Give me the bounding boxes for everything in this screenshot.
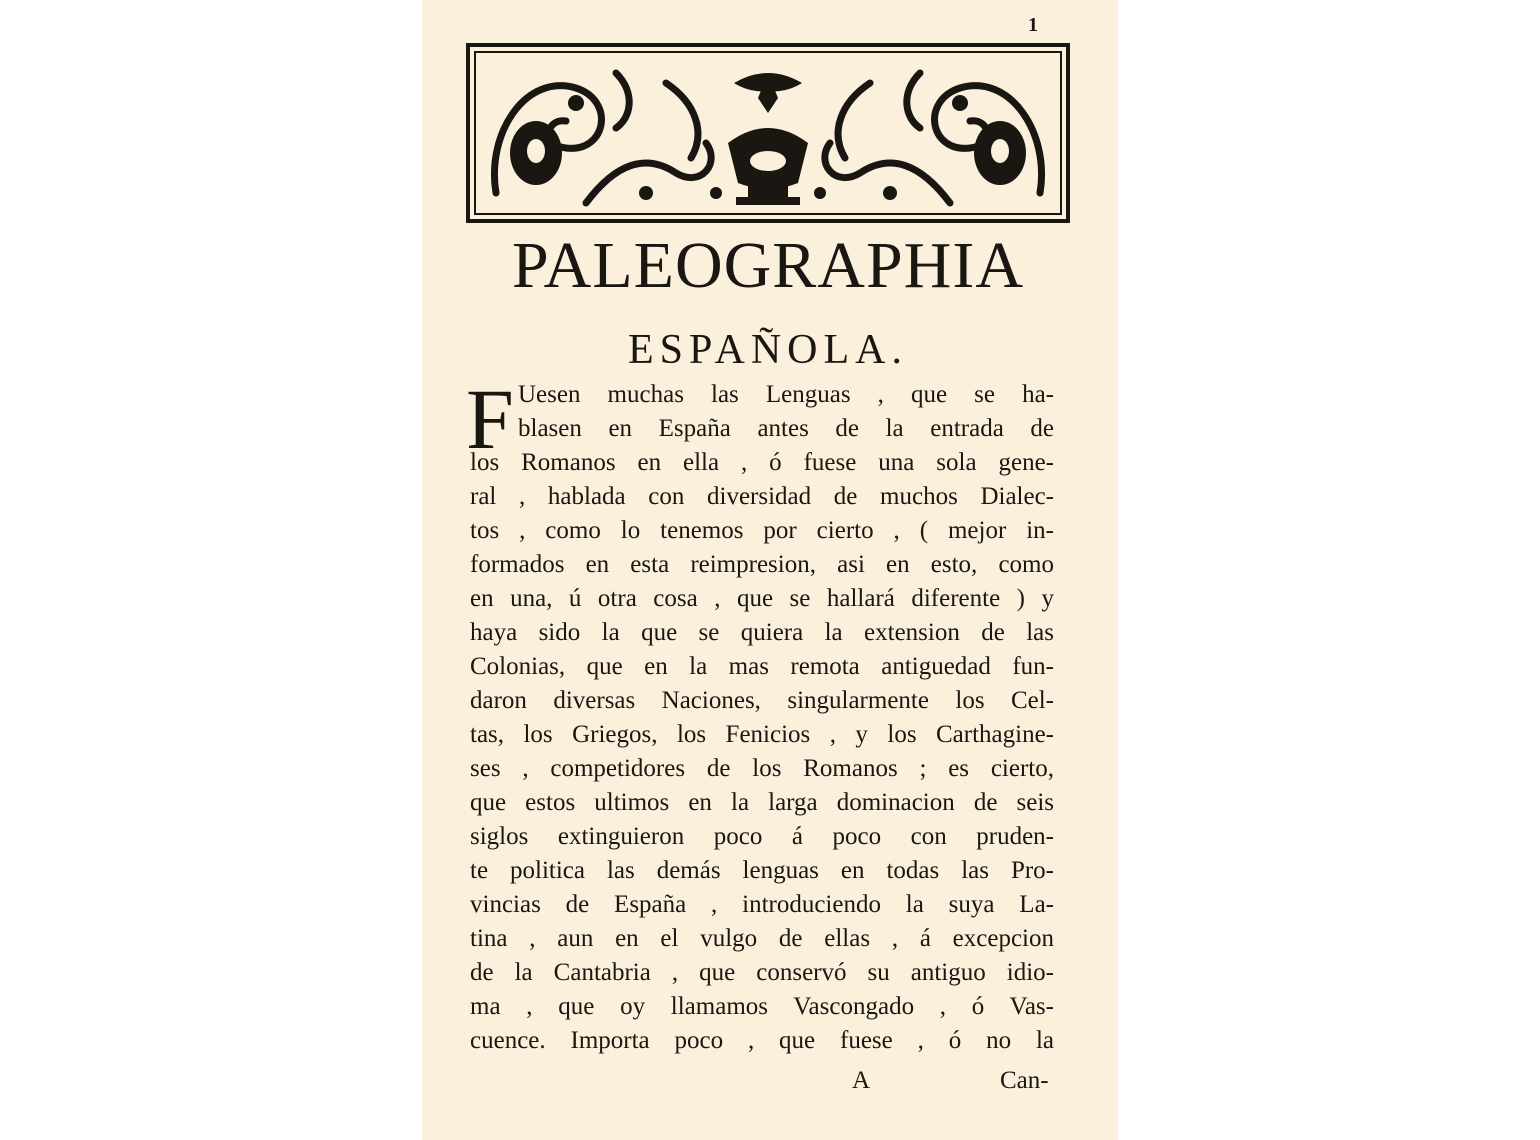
text-line: daron diversas Naciones, singularmente los Cel-	[470, 687, 1054, 714]
text-line: en una, ú otra cosa , que se hallará diferente ) y	[470, 585, 1054, 612]
text-line: blasen en España antes de la entrada de	[518, 415, 1054, 442]
signature-mark: A	[852, 1067, 871, 1094]
ornamental-headpiece	[466, 43, 1070, 223]
text-line: siglos extinguieron poco á poco con pruden-	[470, 823, 1054, 850]
text-line: de la Cantabria , que conservó su antiguo idio-	[470, 959, 1054, 986]
text-line: haya sido la que se quiera la extension de las	[470, 619, 1054, 646]
page-subtitle: ESPAÑOLA.	[628, 327, 908, 373]
book-page	[422, 0, 1118, 1140]
text-line: Colonias, que en la mas remota antiguedad fun-	[470, 653, 1054, 680]
catchword: Can-	[1000, 1067, 1049, 1094]
drop-cap: F	[466, 371, 514, 467]
text-line: cuence. Importa poco , que fuese , ó no la	[470, 1027, 1054, 1054]
text-line: los Romanos en ella , ó fuese una sola gene-	[470, 449, 1054, 476]
text-line: vincias de España , introduciendo la suya La-	[470, 891, 1054, 918]
text-line: tina , aun en el vulgo de ellas , á excepcion	[470, 925, 1054, 952]
text-line: formados en esta reimpresion, asi en esto, como	[470, 551, 1054, 578]
text-line: te politica las demás lenguas en todas las Pro-	[470, 857, 1054, 884]
text-line: ma , que oy llamamos Vascongado , ó Vas-	[470, 993, 1054, 1020]
text-line: ral , hablada con diversidad de muchos Dialec-	[470, 483, 1054, 510]
text-line: tos , como lo tenemos por cierto , ( mejor in-	[470, 517, 1054, 544]
text-line: ses , competidores de los Romanos ; es cierto,	[470, 755, 1054, 782]
page-number: 1	[1028, 14, 1038, 36]
text-line: Uesen muchas las Lenguas , que se ha-	[518, 381, 1054, 408]
page-title: PALEOGRAPHIA	[512, 229, 1024, 302]
text-line: tas, los Griegos, los Fenicios , y los Carthagine-	[470, 721, 1054, 748]
text-line: que estos ultimos en la larga dominacion de seis	[470, 789, 1054, 816]
